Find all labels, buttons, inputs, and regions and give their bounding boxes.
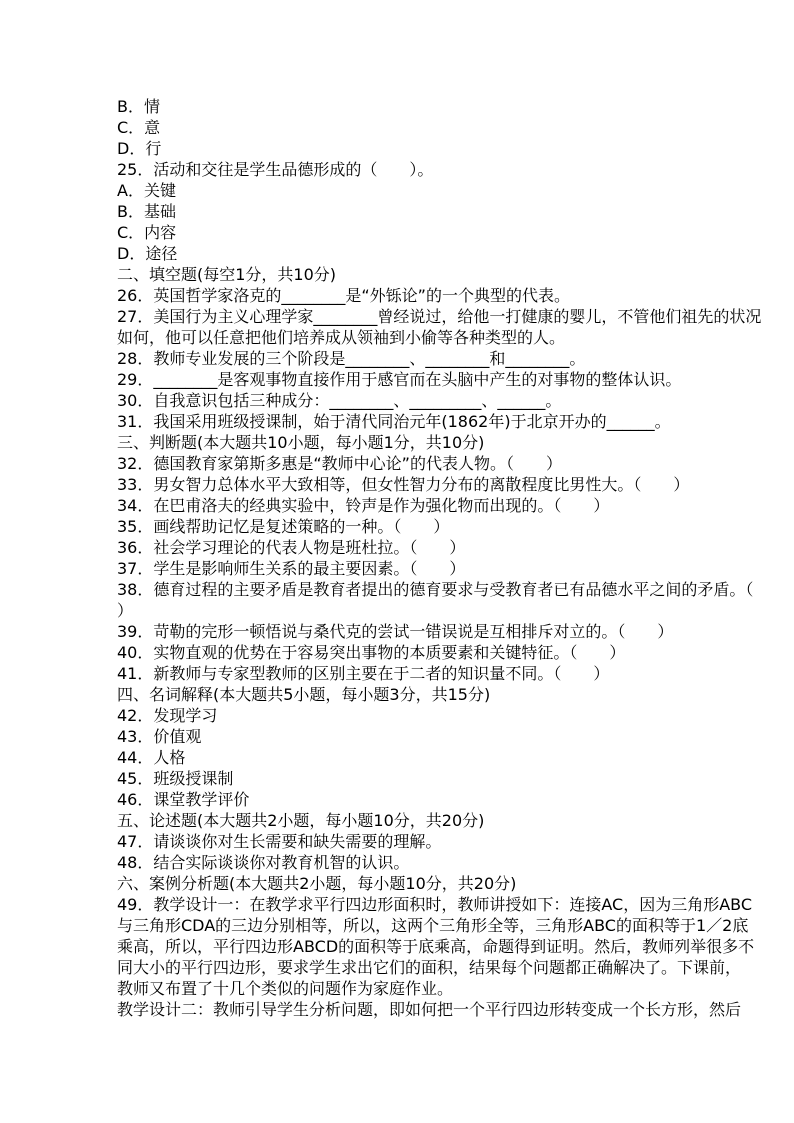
text-line: 36．社会学习理论的代表人物是班杜拉。（ ）	[117, 538, 466, 557]
text-line: 43．价值观	[117, 727, 202, 746]
text-line: 45．班级授课制	[117, 769, 234, 788]
text-line: 30．自我意识包括三种成分：________、_________、______。	[117, 391, 562, 410]
section-4-term-definitions	[117, 684, 679, 810]
text-line: 如何，他可以任意把他们培养成从领袖到小偷等各种类型的人。	[117, 328, 566, 347]
text-line: 教学设计二：教师引导学生分析问题，即如何把一个平行四边形转变成一个长方形，然后	[117, 1000, 742, 1019]
text-line: 48．结合实际谈谈你对教育机智的认识。	[117, 853, 410, 872]
text-line: 六、案例分析题(本大题共2小题，每小题10分，共20分)	[117, 874, 517, 893]
text-line: 25．活动和交往是学生品德形成的（ ）。	[117, 160, 434, 179]
text-line: 32．德国教育家第斯多惠是“教师中心论”的代表人物。（ ）	[117, 454, 562, 473]
text-line: 35．画线帮助记忆是复述策略的一种。（ ）	[117, 517, 450, 536]
section-5-essay-questions	[117, 810, 679, 873]
question-24-options-partial	[117, 96, 679, 159]
text-line: D．途径	[117, 244, 178, 263]
text-line: C．意	[117, 118, 161, 137]
section-3-true-false	[117, 432, 754, 684]
text-line: 三、判断题(本大题共10小题，每小题1分，共10分)	[117, 433, 485, 452]
text-line: 41．新教师与专家型教师的区别主要在于二者的知识量不同。（ ）	[117, 664, 610, 683]
text-line: 五、论述题(本大题共2小题，每小题10分，共20分)	[117, 811, 485, 830]
text-line: 46．课堂教学评价	[117, 790, 250, 809]
text-line: B．基础	[117, 202, 176, 221]
text-line: 49．教学设计一：在教学求平行四边形面积时，教师讲授如下：连接AC，因为三角形ABC	[117, 895, 753, 914]
text-line: 教师又布置了十几个类似的问题作为家庭作业。	[117, 979, 454, 998]
text-line: 26．英国哲学家洛克的________是“外铄论”的一个典型的代表。	[117, 286, 570, 305]
text-line: 31．我国采用班级授课制，始于清代同治元年(1862年)于北京开办的______。	[117, 412, 671, 431]
document-content	[117, 96, 762, 1020]
text-line: C．内容	[117, 223, 177, 242]
text-line: 乘高，所以，平行四边形ABCD的面积等于底乘高，命题得到证明。然后，教师列举很多不	[117, 937, 755, 956]
question-25-multiple-choice	[117, 159, 679, 264]
text-line: 39．苛勒的完形一顿悟说与桑代克的尝试一错误说是互相排斥对立的。（ ）	[117, 622, 674, 641]
text-line: 与三角形CDA的三边分别相等，所以，这两个三角形全等，三角形ABC的面积等于1／2底	[117, 916, 749, 935]
text-line: 28．教师专业发展的三个阶段是________、________和________。	[117, 349, 586, 368]
text-line: 42．发现学习	[117, 706, 218, 725]
section-2-fill-in-the-blanks	[117, 264, 762, 432]
text-line: 同大小的平行四边形，要求学生求出它们的面积，结果每个问题都正确解决了。下课前，	[117, 958, 742, 977]
text-line: B．情	[117, 97, 160, 116]
text-line: 四、名词解释(本大题共5小题，每小题3分，共15分)	[117, 685, 491, 704]
text-line: 38．德育过程的主要矛盾是教育者提出的德育要求与受教育者已有品德水平之间的矛盾。（	[117, 580, 754, 599]
section-6-case-analysis	[117, 873, 755, 1020]
text-line: 40．实物直观的优势在于容易突出事物的本质要素和关键特征。（ ）	[117, 643, 626, 662]
text-line: 27．美国行为主义心理学家________曾经说过，给他一打健康的婴儿，不管他们祖先的状况	[117, 307, 762, 326]
text-line: 33．男女智力总体水平大致相等，但女性智力分布的离散程度比男性大。（ ）	[117, 475, 690, 494]
text-line: 44．人格	[117, 748, 186, 767]
text-line: 34．在巴甫洛夫的经典实验中，铃声是作为强化物而出现的。（ ）	[117, 496, 610, 515]
text-line: 二、填空题(每空1分，共10分)	[117, 265, 337, 284]
text-line: D．行	[117, 139, 162, 158]
text-line: 29．________是客观事物直接作用于感官而在头脑中产生的对事物的整体认识。	[117, 370, 682, 389]
text-line: 37．学生是影响师生关系的最主要因素。（ ）	[117, 559, 466, 578]
text-line: 47．请谈谈你对生长需要和缺失需要的理解。	[117, 832, 442, 851]
text-line: A．关键	[117, 181, 176, 200]
text-line: ）	[117, 601, 134, 620]
